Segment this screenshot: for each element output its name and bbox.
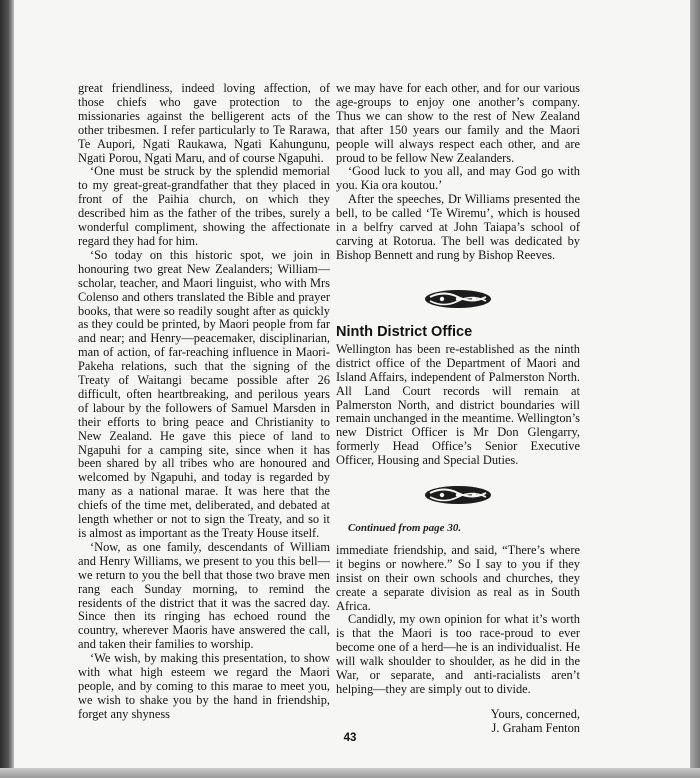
continued-article [336, 522, 580, 735]
paragraph: Wellington has been re-established as the ninth district office of the Department of Maori and Island Affairs, independent of Palmerston North. All Land Court records will remain at Palmerston North, and district boundaries will remain unchanged in the meantime. Wellington’s new District Officer is Mr Don Glengarry, formerly Head Office’s Senior Executive Officer, Housing and Special Duties. [336, 341, 580, 468]
left-column [78, 82, 330, 722]
continued-label: Continued from page 30. [348, 522, 462, 534]
paragraph: ‘So today on this historic spot, we join in honouring two great New Zealanders; William—scholar, teacher, and Maori linguist, who with Mrs Colenso and others translated the Bible and prayer books, that were so readily sought after as quickly as they could be printed, by Maori people from far and near; and Henry—peacemaker, disciplinarian, man of action, of far-reaching influence in Maori-Pakeha relations, such that the signing of the Treaty of Waitangi became possible after 26 difficult, often heartbreaking, and perilous years of labour by the followers of Samuel Marsden in their efforts to bring peace and Christianity to New Zealand. He gave this piece of land to Ngapuhi for a camping site, since when it has been shared by all tribes who are honoured and welcomed by Ngapuhi, and today is regarded by many as a national marae. It was here that the chiefs of the time met, deliberated, and debated at length whether or not to sign the Treaty, and so it is almost as important as the Treaty House itself. [78, 247, 330, 540]
page-binding-shadow [0, 0, 14, 778]
ornament-divider [336, 482, 580, 512]
closing-line: Yours, concerned, [490, 706, 580, 721]
paragraph: great friendliness, indeed loving affection, of those chiefs who gave protection to the missionaries against the belligerent acts of the other tribesmen. I refer particularly to Te Rarawa, Te Aupori, Ngati Raukawa, Ngati Kahungunu, Ngati Porou, Ngati Maru, and of course Ngapuhi. [78, 81, 330, 165]
paragraph: ‘We wish, by making this presentation, to show with what high esteem we regard the Maori people, and by coming to this marae to meet you, we wish to shake you by the hand in friendship, forget any shyness [78, 651, 330, 721]
koru-ornament-icon [418, 286, 498, 312]
page-number: 43 [343, 732, 357, 744]
right-column-top [336, 82, 580, 263]
paragraph: Candidly, my own opinion for what it’s worth is that the Maori is too race-proud to ever become one of a herd—he is an individualist. He will walk shoulder to shoulder, as he did in the War, or separate, and anti-racialists aren’t helping—they are simply out to divide. [336, 612, 580, 696]
paragraph: immediate friendship, and said, “There’s where it begins or nowhere.” So I say to you if they insist on their own schools and churches, they create a separate division as real as in South Africa. [336, 542, 580, 613]
paragraph: After the speeches, Dr Williams presented the bell, to be called ‘Te Wiremu’, which is housed in a belfry carved at John Taiapa’s school of carving at Rotorua. The bell was dedicated by Bishop Bennett and rung by Bishop Reeves. [336, 192, 580, 262]
signature: J. Graham Fenton [491, 720, 580, 735]
ninth-district-section [336, 326, 580, 468]
ornament-divider [336, 286, 580, 316]
section-heading: Ninth District Office [336, 324, 473, 340]
paragraph: ‘One must be struck by the splendid memorial to my great-great-grandfather that they placed in front of the Paihia church, on which they described him as the father of the tribes, surely a wonderful compliment, showing the affectionate regard they had for him. [78, 164, 330, 248]
koru-ornament-icon [418, 482, 498, 508]
paragraph: we may have for each other, and for our various age-groups to enjoy one another’s company. Thus we can show to the rest of New Zealand that after 150 years our family and the Maori people will always respect each other, and are proud to be fellow New Zealanders. [336, 81, 580, 165]
paragraph: ‘Good luck to you all, and may God go with you. Kia ora koutou.’ [336, 164, 580, 193]
paragraph: ‘Now, as one family, descendants of William and Henry Williams, we present to you this bell—we return to you the bell that those two brave men rang each Sunday morning, to remind the residents of the district that it was the sacred day. Since then its ringing has echoed round the country, wherever Maoris have answered the call, and taken their families to worship. [78, 539, 330, 652]
page-edge-right [690, 0, 700, 778]
page-edge-bottom [0, 768, 700, 778]
